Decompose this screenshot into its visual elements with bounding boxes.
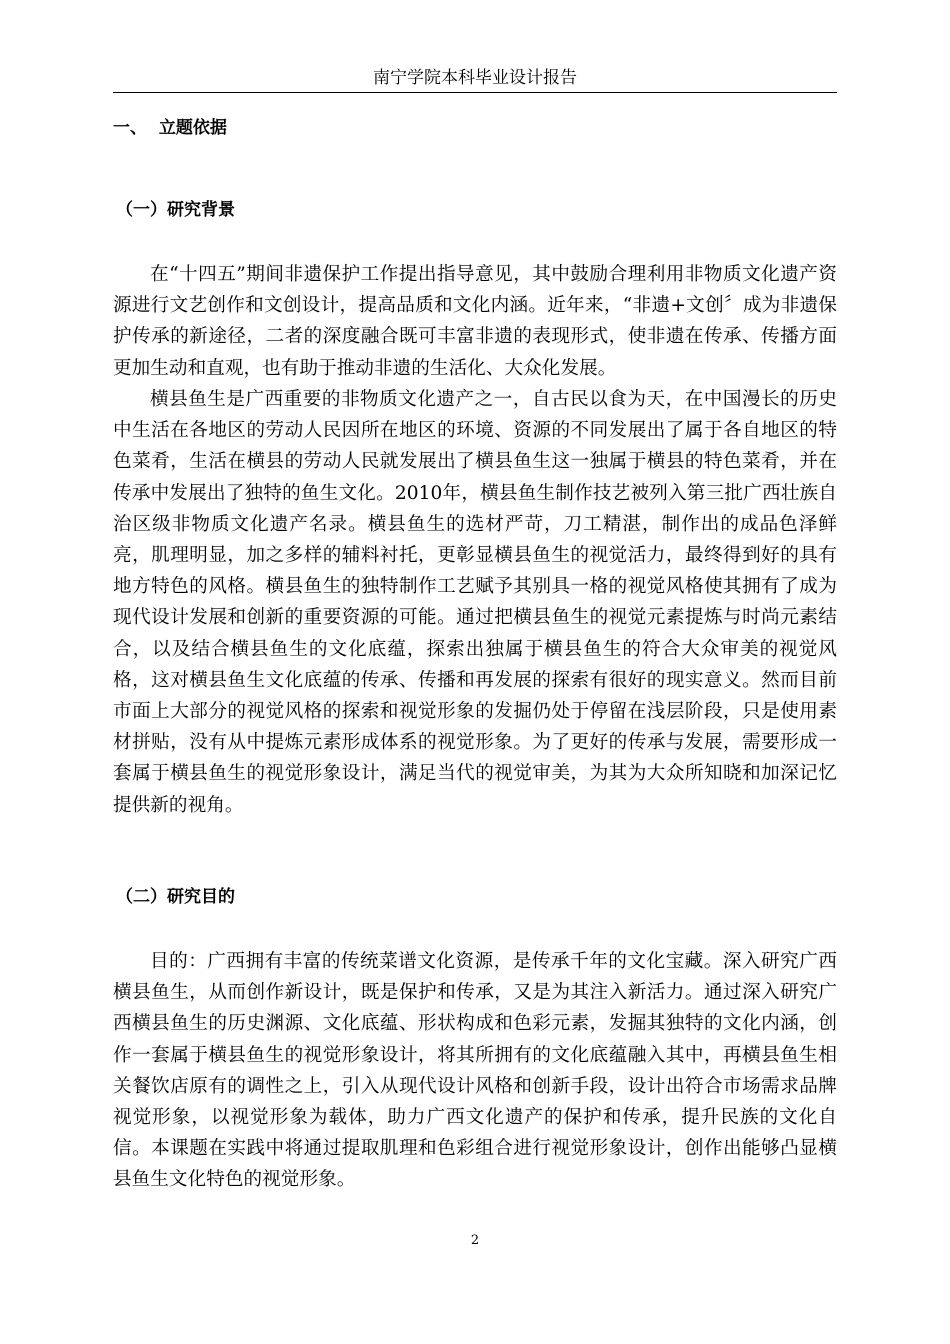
page-header: 南宁学院本科毕业设计报告 — [113, 66, 837, 93]
background-heading: （一）研究背景 — [116, 200, 235, 220]
background-paragraph-1: 在“十四五”期间非遗保护工作提出指导意见，其中鼓励合理利用非物质文化遗产资源进行文艺创作和文创设计，提高品质和文化内涵。近年来，“非遗+文创〞成为非遗保护传承的新途径，二者的深度融合既可丰富非遗的表现形式，使非遗在传承、传播方面更加生动和直观，也有助于推动非遗的生活化、大众化发展。 — [113, 264, 837, 379]
purpose-heading: （二）研究目的 — [116, 887, 235, 907]
background-paragraph-2: 横县鱼生是广西重要的非物质文化遗产之一，自古民以食为天，在中国漫长的历史中生活在各地区的劳动人民因所在地区的环境、资源的不同发展出了属于各自地区的特色菜肴，生活在横县的劳动人民就发展出了横县鱼生这一独属于横县的特色菜肴，并在传承中发展出了独特的鱼生文化。2010年，横县鱼生制作技艺被列入第三批广西壮族自治区级非物质文化遗产名录。横县鱼生的选材严苛，刀工精湛，制作出的成品色泽鲜亮，肌理明显，加之多样的辅料衬托，更彰显横县鱼生的视觉活力，最终得到好的具有地方特色的风格。横县鱼生的独特制作工艺赋予其别具一格的视觉风格使其拥有了成为现代设计发展和创新的重要资源的可能。通过把横县鱼生的视觉元素提炼与时尚元素结合，以及结合横县鱼生的文化底蕴，探索出独属于横县鱼生的符合大众审美的视觉风格，这对横县鱼生文化底蕴的传承、传播和再发展的探索有很好的现实意义。然而目前市面上大部分的视觉风格的探索和视觉形象的发掘仍处于停留在浅层阶段，只是使用素材拼贴，没有从中提炼元素形成体系的视觉形象。为了更好的传承与发展，需要形成一套属于横县鱼生的视觉形象设计，满足当代的视觉审美，为其为大众所知晓和加深记忆提供新的视角。 — [113, 389, 837, 816]
purpose-paragraph-1: 目的：广西拥有丰富的传统菜谱文化资源，是传承千年的文化宝藏。深入研究广西横县鱼生，从而创作新设计，既是保护和传承，又是为其注入新活力。通过深入研究广西横县鱼生的历史渊源、文化底蕴、形状构成和色彩元素，发掘其独特的文化内涵，创作一套属于横县鱼生的视觉形象设计，将其所拥有的文化底蕴融入其中，再横县鱼生相关餐饮店原有的调性之上，引入从现代设计风格和创新手段，设计出符合市场需求品牌视觉形象，以视觉形象为载体，助力广西文化遗产的保护和传承，提升民族的文化自信。本课题在实践中将通过提取肌理和色彩组合进行视觉形象设计，创作出能够凸显横县鱼生文化特色的视觉形象。 — [113, 951, 837, 1191]
section-heading: 一、 立题依据 — [113, 118, 227, 138]
page-number: 2 — [470, 1233, 480, 1248]
